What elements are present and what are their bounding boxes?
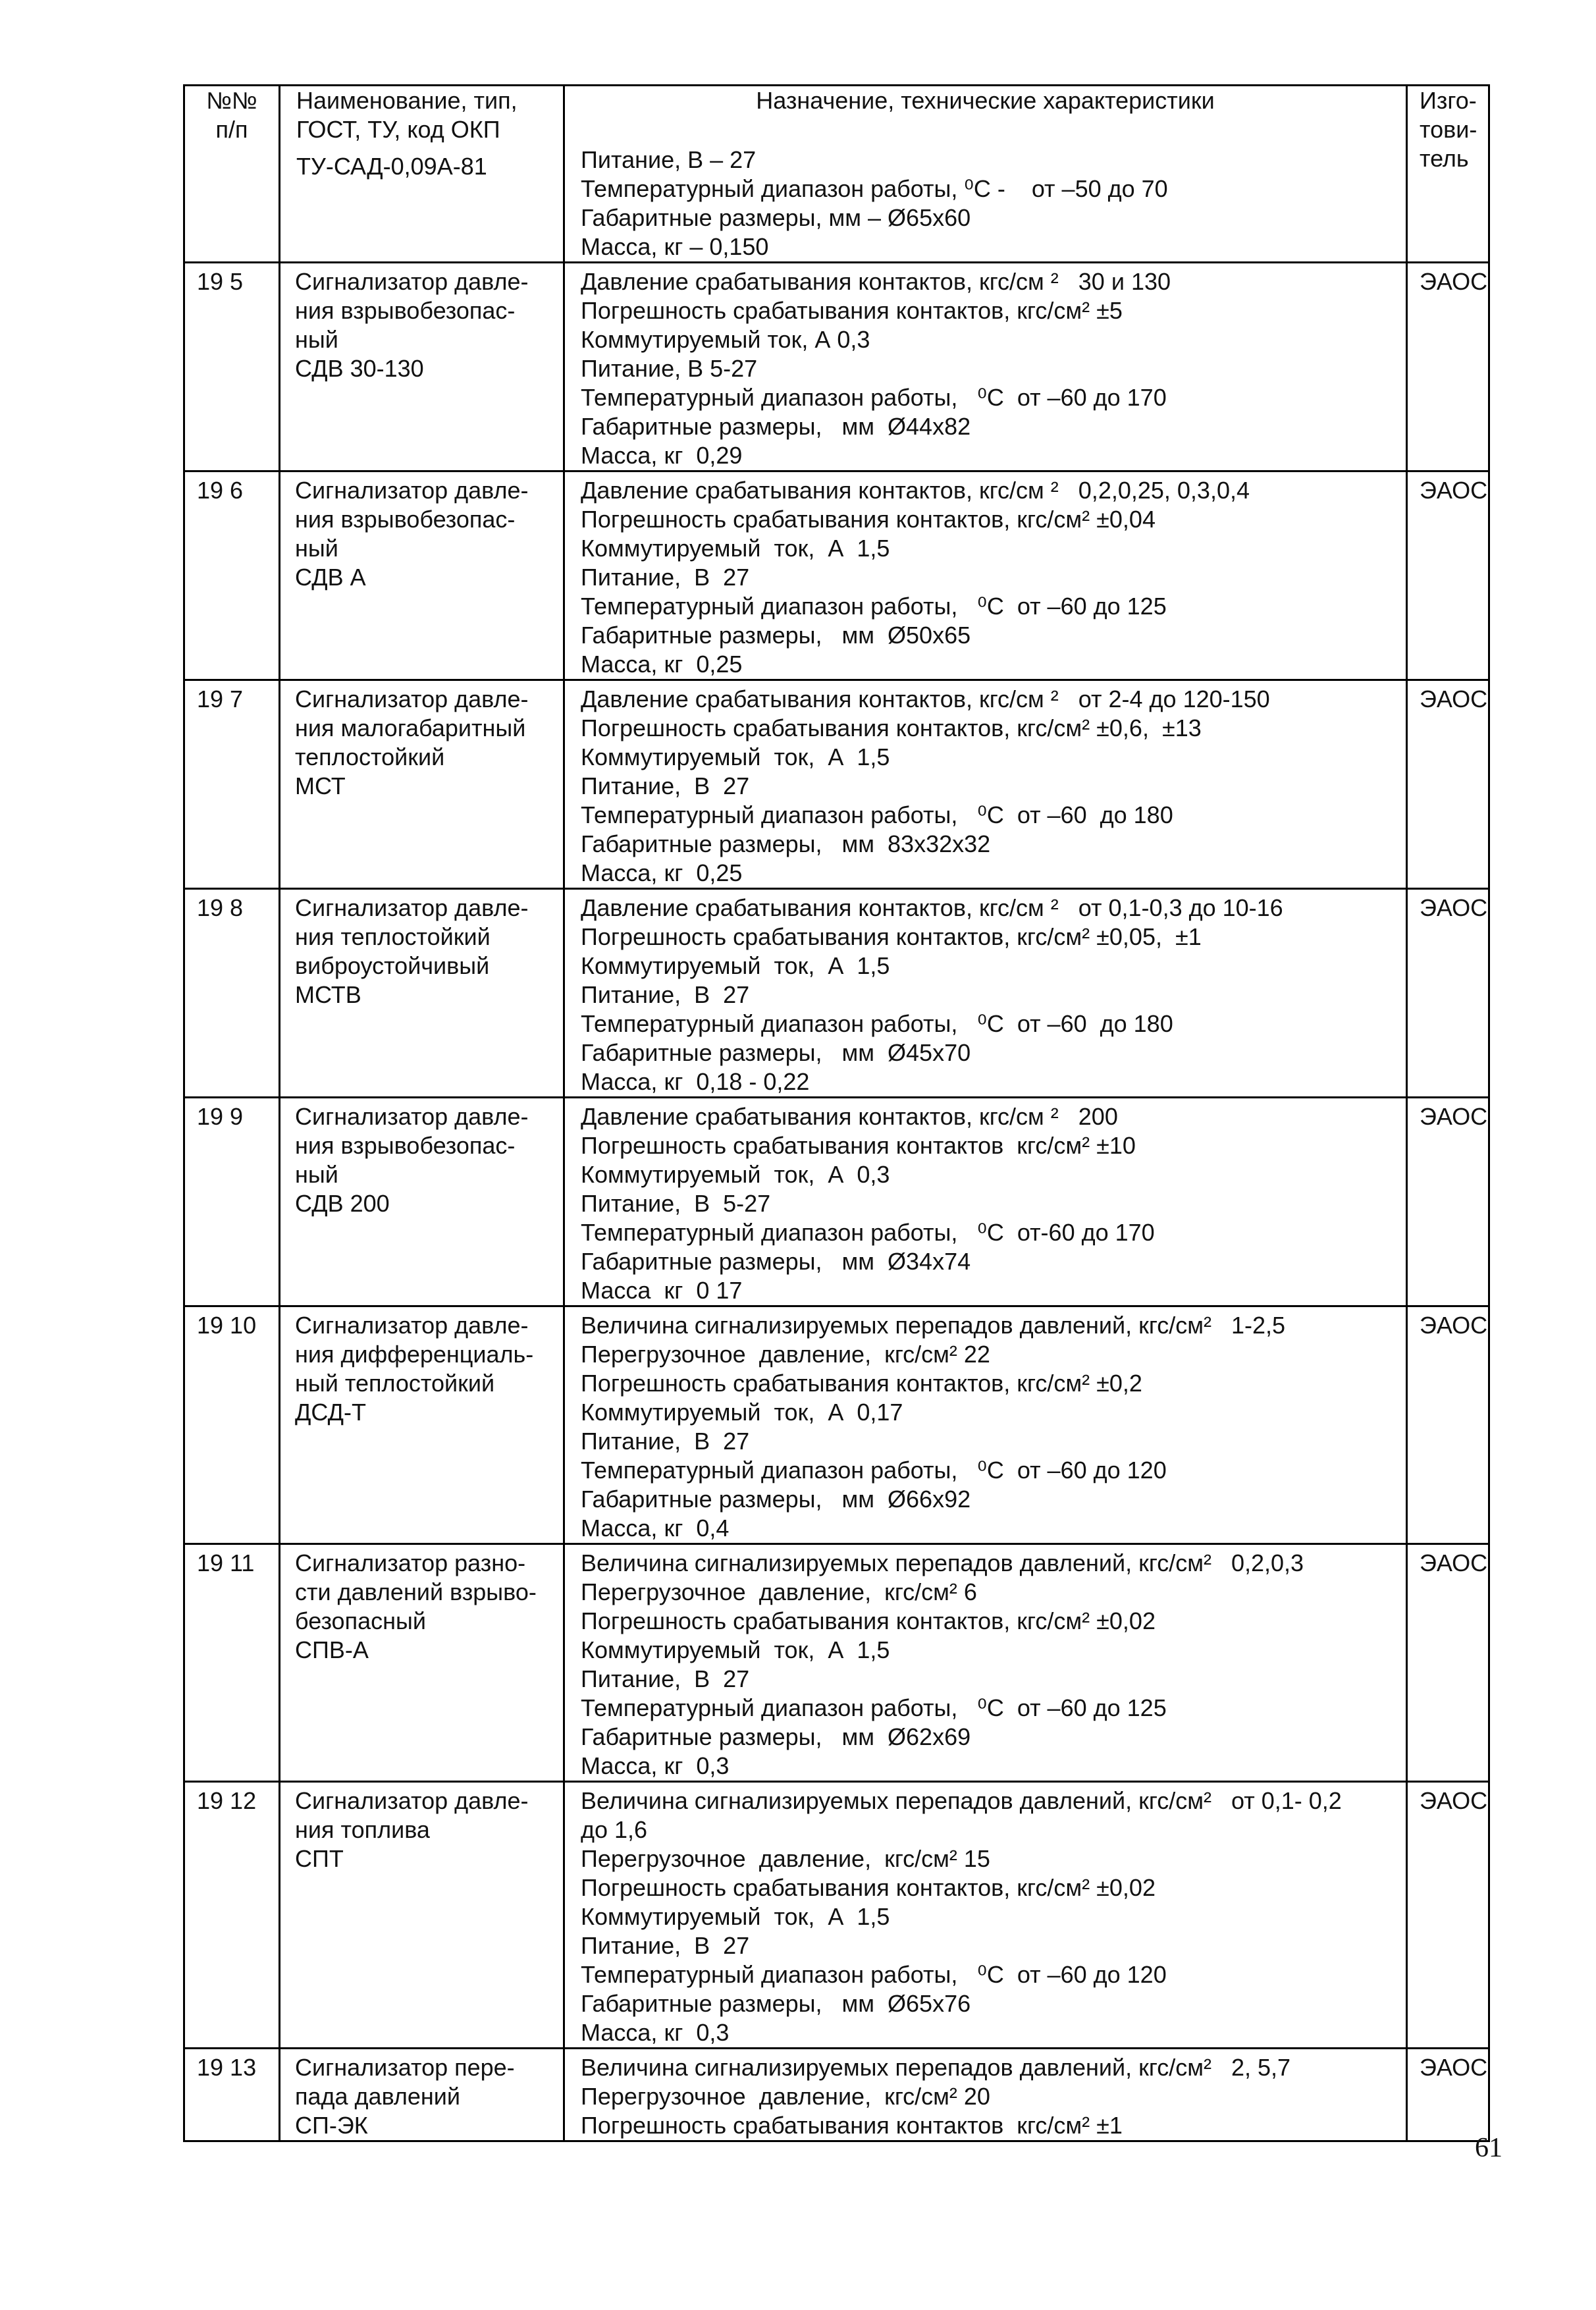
row-spec-line: Масса, кг 0,3 (581, 2019, 730, 2046)
row-name-line: ния топлива (295, 1816, 430, 1843)
row-spec-line: Коммутируемый ток, А 1,5 (581, 535, 890, 562)
row-name-line: Сигнализатор разно- (295, 1549, 526, 1576)
row-spec-line: Давление срабатывания контактов, кгс/см ² 30 и 130 (581, 268, 1171, 295)
row-spec-line: Питание, В 27 (581, 772, 750, 799)
row-name (280, 680, 564, 889)
row-maker: ЭАОС (1407, 471, 1489, 680)
row-spec (564, 680, 1407, 889)
row-spec-line: Погрешность срабатывания контактов, кгс/см² ±5 (581, 297, 1123, 324)
row-spec-line: Габаритные размеры, мм Ø45х70 (581, 1039, 971, 1066)
table-row (184, 1306, 1489, 1544)
specification-table (183, 84, 1490, 2142)
row-name-line: Сигнализатор давле- (295, 894, 529, 921)
row-name-line: ный (295, 535, 338, 562)
row-spec-line: Коммутируемый ток, А 0,3 (581, 1161, 890, 1188)
row-name (280, 1544, 564, 1782)
row-spec-line: Питание, В 27 (581, 1428, 750, 1455)
row-name (280, 1098, 564, 1306)
row-name-line: ния дифференциаль- (295, 1341, 534, 1368)
row-name-line: ния теплостойкий (295, 923, 491, 950)
row-spec-line: Давление срабатывания контактов, кгс/см ² 200 (581, 1103, 1118, 1130)
row-name-line: СП-ЭК (295, 2112, 368, 2139)
header-number-line-2: п/п (215, 116, 248, 143)
row-spec-line: Величина сигнализируемых перепадов давлений, кгс/см² от 0,1- 0,2 (581, 1787, 1342, 1814)
row-spec-line: Перегрузочное давление, кгс/см² 6 (581, 1578, 977, 1605)
row-spec-line: Масса, кг 0,29 (581, 442, 743, 469)
row-name-line: ния малогабаритный (295, 714, 526, 741)
row-spec (564, 889, 1407, 1098)
row-spec-line: Величина сигнализируемых перепадов давлений, кгс/см² 2, 5,7 (581, 2054, 1291, 2081)
row-spec-line: Погрешность срабатывания контактов, кгс/см² ±0,2 (581, 1370, 1142, 1397)
row-name (280, 889, 564, 1098)
row-number: 19 12 (184, 1782, 280, 2049)
row-number: 19 8 (184, 889, 280, 1098)
intro-spec (564, 144, 1407, 263)
row-spec-line: Погрешность срабатывания контактов, кгс/см² ±0,6, ±13 (581, 714, 1202, 741)
row-maker: ЭАОС (1407, 680, 1489, 889)
row-spec-line: Габаритные размеры, мм 83х32х32 (581, 830, 991, 857)
row-spec-line: Погрешность срабатывания контактов кгс/см² ±1 (581, 2112, 1123, 2139)
row-name-line: ния взрывобезопас- (295, 506, 516, 533)
row-name-line: СПТ (295, 1845, 344, 1872)
row-spec-line: Коммутируемый ток, А 1,5 (581, 1636, 890, 1663)
row-maker: ЭАОС (1407, 1782, 1489, 2049)
row-spec-line: Питание, В 27 (581, 981, 750, 1008)
row-name-line: СДВ 200 (295, 1190, 390, 1217)
row-spec-line: Габаритные размеры, мм Ø66х92 (581, 1486, 971, 1513)
row-spec-line: до 1,6 (581, 1816, 648, 1843)
header-maker-line-3: тель (1420, 145, 1469, 172)
row-name-line: ный (295, 1161, 338, 1188)
table-row (184, 1544, 1489, 1782)
row-number: 19 6 (184, 471, 280, 680)
row-spec-line: Перегрузочное давление, кгс/см² 20 (581, 2083, 990, 2110)
row-spec-line: Масса, кг 0,3 (581, 1752, 730, 1779)
header-number-line-1: №№ (206, 87, 257, 114)
row-number: 19 11 (184, 1544, 280, 1782)
row-spec-line: Величина сигнализируемых перепадов давлений, кгс/см² 1-2,5 (581, 1312, 1286, 1339)
row-spec-line: Питание, В 5-27 (581, 355, 758, 382)
intro-number (184, 144, 280, 263)
row-spec-line: Погрешность срабатывания контактов кгс/см² ±10 (581, 1132, 1136, 1159)
row-name-line: сти давлений взрыво- (295, 1578, 537, 1605)
row-name (280, 1306, 564, 1544)
row-spec-line: Габаритные размеры, мм Ø34х74 (581, 1248, 971, 1275)
row-spec-line: Температурный диапазон работы, ⁰С от –60 до 180 (581, 801, 1173, 828)
row-spec-line: Температурный диапазон работы, ⁰С от –60 до 120 (581, 1961, 1167, 1988)
row-name-line: МСТ (295, 772, 346, 799)
row-spec-line: Перегрузочное давление, кгс/см² 15 (581, 1845, 990, 1872)
row-spec (564, 1306, 1407, 1544)
row-maker: ЭАОС (1407, 1306, 1489, 1544)
row-spec-line: Погрешность срабатывания контактов, кгс/см² ±0,04 (581, 506, 1156, 533)
table-row (184, 2049, 1489, 2141)
row-spec (564, 1782, 1407, 2049)
row-spec-line: Габаритные размеры, мм Ø44х82 (581, 413, 971, 440)
row-spec-line: Питание, В 27 (581, 1932, 750, 1959)
row-spec-line: Коммутируемый ток, А 0,17 (581, 1399, 903, 1426)
row-spec-line: Перегрузочное давление, кгс/см² 22 (581, 1341, 990, 1368)
header-maker-line-2: тови- (1420, 116, 1477, 143)
row-spec-line: Коммутируемый ток, А 0,3 (581, 326, 870, 353)
table-header-row (184, 86, 1489, 145)
row-number: 19 10 (184, 1306, 280, 1544)
table-row (184, 1098, 1489, 1306)
row-spec-line: Температурный диапазон работы, ⁰С от –60 до 180 (581, 1010, 1173, 1037)
intro-spec-line: Температурный диапазон работы, ⁰С - от –50 до 70 (581, 175, 1168, 202)
row-spec-line: Погрешность срабатывания контактов, кгс/см² ±0,05, ±1 (581, 923, 1202, 950)
row-spec-line: Давление срабатывания контактов, кгс/см ² от 2-4 до 120-150 (581, 685, 1270, 712)
row-spec-line: Коммутируемый ток, А 1,5 (581, 743, 890, 770)
row-name-line: ния взрывобезопас- (295, 297, 516, 324)
row-name-line: виброустойчивый (295, 952, 490, 979)
row-spec (564, 471, 1407, 680)
intro-spec-line: Габаритные размеры, мм – Ø65х60 (581, 204, 971, 231)
row-spec-line: Масса кг 0 17 (581, 1277, 743, 1304)
intro-name-text: ТУ-САД-0,09А-81 (296, 153, 487, 180)
table-row (184, 680, 1489, 889)
row-spec-line: Величина сигнализируемых перепадов давлений, кгс/см² 0,2,0,3 (581, 1549, 1304, 1576)
row-spec-line: Масса, кг 0,18 - 0,22 (581, 1068, 810, 1095)
page-number: 61 (1475, 2133, 1503, 2163)
row-maker: ЭАОС (1407, 889, 1489, 1098)
row-name-line: пада давлений (295, 2083, 460, 2110)
header-number (184, 86, 280, 145)
row-name-line: безопасный (295, 1607, 426, 1634)
intro-row (184, 144, 1489, 263)
row-name-line: теплостойкий (295, 743, 445, 770)
table-row (184, 263, 1489, 471)
row-spec-line: Габаритные размеры, мм Ø62х69 (581, 1723, 971, 1750)
row-spec (564, 263, 1407, 471)
header-maker (1407, 86, 1489, 263)
row-name-line: Сигнализатор давле- (295, 685, 529, 712)
row-number: 19 13 (184, 2049, 280, 2141)
row-spec-line: Температурный диапазон работы, ⁰С от –60 до 125 (581, 1694, 1167, 1721)
row-spec-line: Масса, кг 0,4 (581, 1515, 730, 1542)
row-spec (564, 1544, 1407, 1782)
row-spec-line: Питание, В 27 (581, 564, 750, 591)
row-name-line: Сигнализатор давле- (295, 1312, 529, 1339)
table-row (184, 471, 1489, 680)
header-maker-line-1: Изго- (1420, 87, 1477, 114)
row-name-line: ДСД-Т (295, 1399, 366, 1426)
row-spec-line: Габаритные размеры, мм Ø50х65 (581, 622, 971, 649)
row-spec (564, 1098, 1407, 1306)
header-name-line-2: ГОСТ, ТУ, код ОКП (296, 116, 500, 143)
row-name-line: СДВ А (295, 564, 366, 591)
row-spec-line: Коммутируемый ток, А 1,5 (581, 952, 890, 979)
row-name-line: МСТВ (295, 981, 361, 1008)
header-name (280, 86, 564, 145)
row-spec-line: Масса, кг 0,25 (581, 859, 743, 886)
row-number: 19 9 (184, 1098, 280, 1306)
row-name-line: ния взрывобезопас- (295, 1132, 516, 1159)
row-name (280, 471, 564, 680)
row-name (280, 2049, 564, 2141)
row-name-line: ный теплостойкий (295, 1370, 495, 1397)
row-spec-line: Температурный диапазон работы, ⁰С от –60 до 120 (581, 1457, 1167, 1484)
row-spec (564, 2049, 1407, 2141)
header-spec-text: Назначение, технические характеристики (756, 87, 1215, 114)
row-spec-line: Габаритные размеры, мм Ø65х76 (581, 1990, 971, 2017)
intro-spec-line: Масса, кг – 0,150 (581, 233, 769, 260)
row-spec-line: Коммутируемый ток, А 1,5 (581, 1903, 890, 1930)
row-maker: ЭАОС (1407, 2049, 1489, 2141)
row-name-line: Сигнализатор давле- (295, 1103, 529, 1130)
row-name-line: СПВ-А (295, 1636, 369, 1663)
row-spec-line: Погрешность срабатывания контактов, кгс/см² ±0,02 (581, 1874, 1156, 1901)
table-row (184, 889, 1489, 1098)
row-spec-line: Давление срабатывания контактов, кгс/см ² 0,2,0,25, 0,3,0,4 (581, 477, 1250, 504)
row-spec-line: Давление срабатывания контактов, кгс/см ² от 0,1-0,3 до 10-16 (581, 894, 1283, 921)
header-spec (564, 86, 1407, 145)
row-name-line: Сигнализатор давле- (295, 1787, 529, 1814)
row-number: 19 5 (184, 263, 280, 471)
row-name-line: ный (295, 326, 338, 353)
row-spec-line: Питание, В 5-27 (581, 1190, 771, 1217)
row-name-line: Сигнализатор давле- (295, 268, 529, 295)
row-spec-line: Погрешность срабатывания контактов, кгс/см² ±0,02 (581, 1607, 1156, 1634)
row-name-line: Сигнализатор пере- (295, 2054, 515, 2081)
intro-name (280, 144, 564, 263)
row-maker: ЭАОС (1407, 1544, 1489, 1782)
row-maker: ЭАОС (1407, 1098, 1489, 1306)
row-name-line: СДВ 30-130 (295, 355, 424, 382)
row-name (280, 1782, 564, 2049)
table-row (184, 1782, 1489, 2049)
row-spec-line: Масса, кг 0,25 (581, 651, 743, 678)
row-name-line: Сигнализатор давле- (295, 477, 529, 504)
row-spec-line: Температурный диапазон работы, ⁰С от –60 до 170 (581, 384, 1167, 411)
row-number: 19 7 (184, 680, 280, 889)
header-name-line-1: Наименование, тип, (296, 87, 518, 114)
row-spec-line: Питание, В 27 (581, 1665, 750, 1692)
row-spec-line: Температурный диапазон работы, ⁰С от –60 до 125 (581, 593, 1167, 620)
row-maker: ЭАОС (1407, 263, 1489, 471)
row-name (280, 263, 564, 471)
intro-spec-line: Питание, В – 27 (581, 146, 757, 173)
row-spec-line: Температурный диапазон работы, ⁰С от-60 до 170 (581, 1219, 1155, 1246)
